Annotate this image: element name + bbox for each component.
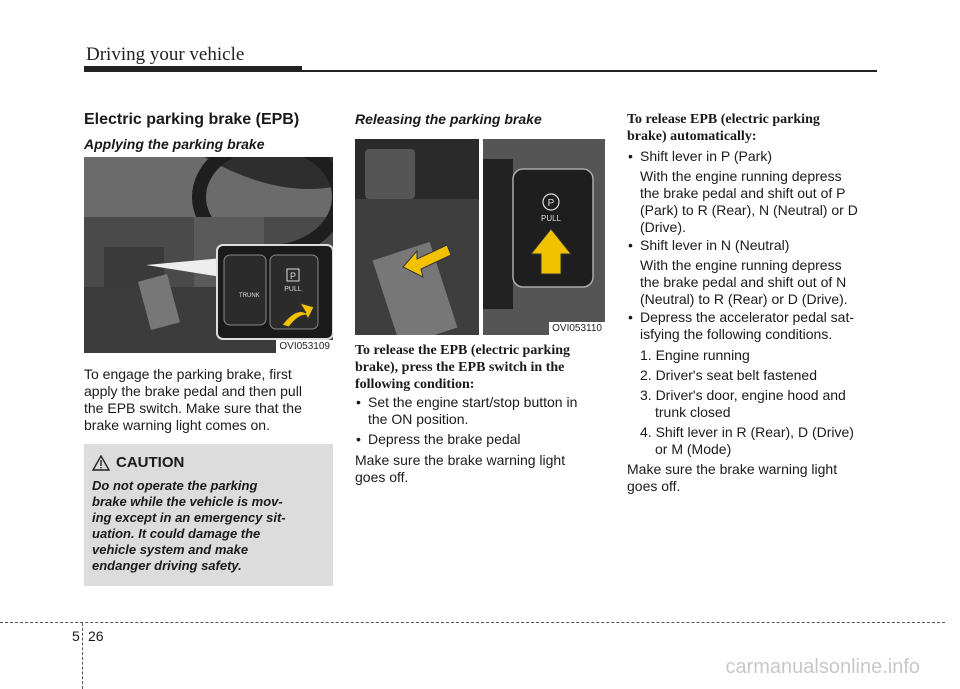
caution-text <box>92 478 325 574</box>
subheading-releasing: Releasing the parking brake <box>355 111 542 127</box>
photo-releasing-epb <box>355 139 605 335</box>
header-rule-thin <box>302 70 877 72</box>
caution-line: Do not operate the parking <box>92 478 258 493</box>
caution-line: uation. It could damage the <box>92 526 261 541</box>
header-rule-thick <box>84 66 302 72</box>
desc-line: the brake pedal and shift out of N <box>640 274 847 290</box>
page-header-title: Driving your vehicle <box>86 44 245 65</box>
condition-item <box>640 387 880 421</box>
switch-label-pull: PULL <box>284 286 302 293</box>
paragraph-line: brake warning light comes on. <box>84 417 270 433</box>
desc-line: (Park) to R (Rear), N (Neutral) or D <box>640 202 858 218</box>
auto-release-heading <box>627 111 877 145</box>
watermark-text: carmanualsonline.info <box>725 656 920 678</box>
condition-line: brake), press the EPB switch in the <box>355 360 565 375</box>
shift-p-description <box>640 168 880 236</box>
dashboard-illustration-1 <box>84 157 333 353</box>
page-number: 26 <box>88 628 104 644</box>
paragraph-line: apply the brake pedal and then pull <box>84 383 302 399</box>
caution-title: CAUTION <box>116 454 185 471</box>
shift-n-description <box>640 257 880 308</box>
desc-line: (Neutral) to R (Rear) or D (Drive). <box>640 291 848 307</box>
image-code-label: OVI053109 <box>276 340 333 353</box>
condition-line: To release the EPB (electric parking <box>355 343 571 358</box>
desc-line: With the engine running depress <box>640 257 842 273</box>
desc-line: isfying the following conditions. <box>640 326 833 342</box>
release-closing-text <box>355 452 565 486</box>
condition-item-text: or M (Mode) <box>655 441 732 457</box>
condition-line: following condition: <box>355 377 475 392</box>
caution-box <box>84 444 333 586</box>
condition-item-text: 4. Shift lever in R (Rear), D (Drive) <box>640 424 854 440</box>
closing-line: goes off. <box>355 469 409 485</box>
closing-line: Make sure the brake warning light <box>627 461 838 477</box>
desc-line: (Drive). <box>640 219 686 235</box>
caution-line: ing except in an emergency sit- <box>92 510 286 525</box>
release-condition-text <box>355 342 605 393</box>
photo-applying-epb <box>84 157 333 353</box>
conditions-list <box>640 347 880 458</box>
applying-paragraph <box>84 366 333 434</box>
switch-label-p: P <box>289 271 297 281</box>
switch-label-pull-2: PULL <box>540 214 562 223</box>
bullet-shift-n: • Shift lever in N (Neutral) <box>640 237 789 254</box>
bullet-brake-pedal: • Depress the brake pedal <box>368 431 521 448</box>
caution-line: endanger driving safety. <box>92 558 242 573</box>
condition-item-text: trunk closed <box>655 404 731 420</box>
bullet-line: • Set the engine start/stop button in <box>368 394 578 410</box>
desc-line: • Depress the accelerator pedal sat- <box>640 309 854 325</box>
footer-rule <box>0 622 945 623</box>
image-code-label-2: OVI053110 <box>549 322 605 335</box>
condition-item <box>640 347 880 364</box>
auto-release-closing <box>627 461 837 495</box>
dashboard-illustration-2 <box>355 139 605 335</box>
paragraph-line: the EPB switch. Make sure that the <box>84 400 302 416</box>
desc-line: With the engine running depress <box>640 168 842 184</box>
section-heading-epb: Electric parking brake (EPB) <box>84 111 300 128</box>
bullet-shift-p: • Shift lever in P (Park) <box>640 148 772 165</box>
closing-line: Make sure the brake warning light <box>355 452 566 468</box>
condition-item-text: 1. Engine running <box>640 347 750 363</box>
subheading-applying: Applying the parking brake <box>84 136 265 152</box>
caution-heading <box>92 454 184 471</box>
condition-item-text: 3. Driver's door, engine hood and <box>640 387 846 403</box>
condition-item <box>640 367 880 384</box>
caution-line: brake while the vehicle is mov- <box>92 494 283 509</box>
bullet-start-stop <box>368 394 608 428</box>
heading-line: To release EPB (electric parking <box>627 112 820 127</box>
warning-triangle-icon <box>92 455 110 471</box>
bullet-accelerator <box>640 309 880 343</box>
condition-item-text: 2. Driver's seat belt fastened <box>640 367 817 383</box>
heading-line: brake) automatically: <box>627 129 757 144</box>
condition-item <box>640 424 880 458</box>
switch-label-trunk: TRUNK <box>239 293 260 299</box>
chapter-number: 5 <box>72 628 80 644</box>
bullet-line: the ON position. <box>368 411 469 427</box>
switch-label-p-2: P <box>547 198 555 209</box>
desc-line: the brake pedal and shift out of P <box>640 185 846 201</box>
caution-line: vehicle system and make <box>92 542 249 557</box>
paragraph-line: To engage the parking brake, first <box>84 366 292 382</box>
closing-line: goes off. <box>627 478 681 494</box>
footer-divider <box>82 623 83 689</box>
